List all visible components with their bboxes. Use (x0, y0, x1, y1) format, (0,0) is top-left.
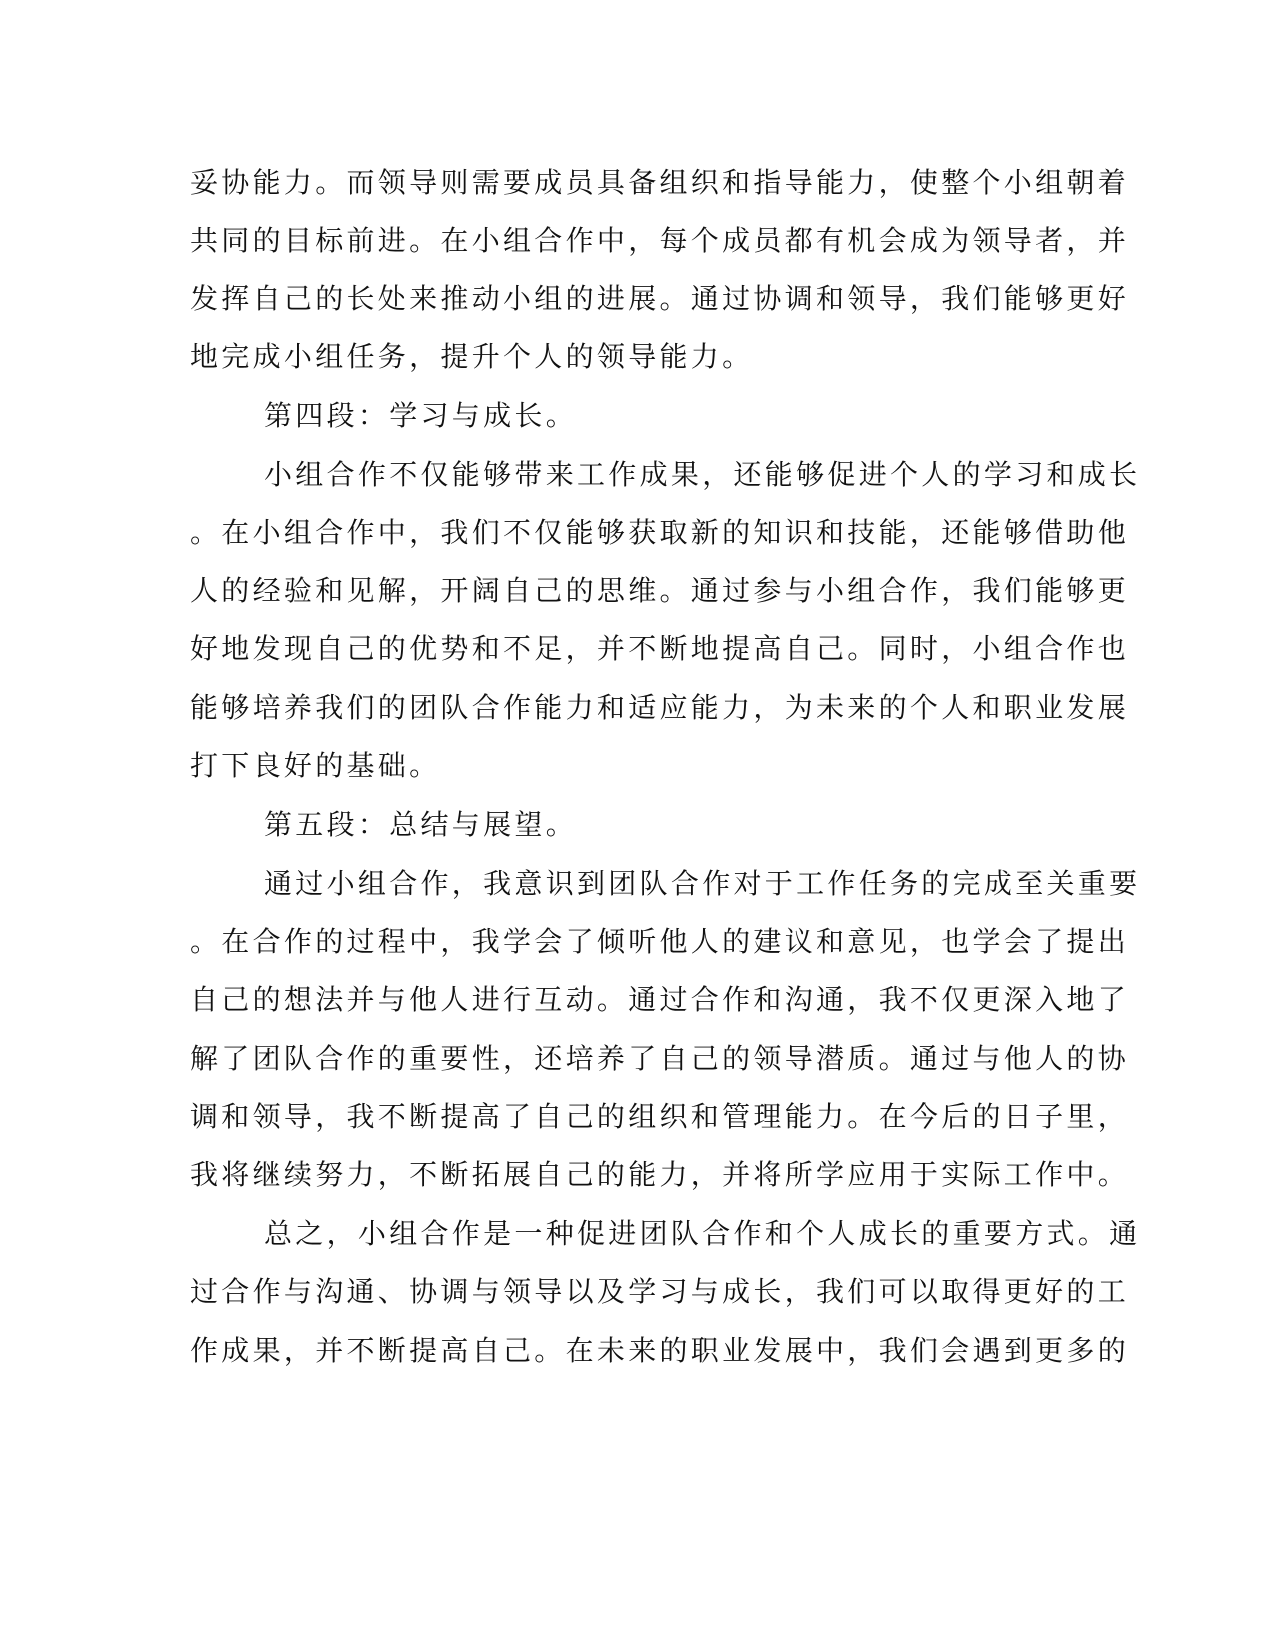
paragraph-line: 调和领导，我不断提高了自己的组织和管理能力。在今后的日子里， (190, 1100, 1130, 1133)
paragraph-line: 好地发现自己的优势和不足，并不断地提高自己。同时，小组合作也 (190, 632, 1130, 665)
paragraph-line: 能够培养我们的团队合作能力和适应能力，为未来的个人和职业发展 (190, 691, 1130, 724)
paragraph-line: 妥协能力。而领导则需要成员具备组织和指导能力，使整个小组朝着 (190, 166, 1130, 199)
paragraph-line: 地完成小组任务，提升个人的领导能力。 (190, 340, 754, 373)
paragraph-line: 共同的目标前进。在小组合作中，每个成员都有机会成为领导者，并 (190, 224, 1130, 257)
paragraph-line: 。在小组合作中，我们不仅能够获取新的知识和技能，还能够借助他 (190, 516, 1130, 549)
paragraph-line: 解了团队合作的重要性，还培养了自己的领导潜质。通过与他人的协 (190, 1042, 1130, 1075)
paragraph-line: 作成果，并不断提高自己。在未来的职业发展中，我们会遇到更多的 (190, 1334, 1130, 1367)
paragraph-line: 总之，小组合作是一种促进团队合作和个人成长的重要方式。通 (264, 1217, 1141, 1250)
paragraph-line: 打下良好的基础。 (190, 749, 441, 782)
paragraph-line: 。在合作的过程中，我学会了倾听他人的建议和意见，也学会了提出 (190, 925, 1130, 958)
paragraph-line: 发挥自己的长处来推动小组的进展。通过协调和领导，我们能够更好 (190, 282, 1130, 315)
paragraph-line: 通过小组合作，我意识到团队合作对于工作任务的完成至关重要 (264, 867, 1141, 900)
section-heading: 第四段：学习与成长。 (264, 399, 578, 432)
paragraph-line: 自己的想法并与他人进行互动。通过合作和沟通，我不仅更深入地了 (190, 983, 1130, 1016)
paragraph-line: 人的经验和见解，开阔自己的思维。通过参与小组合作，我们能够更 (190, 574, 1130, 607)
paragraph-line: 我将继续努力，不断拓展自己的能力，并将所学应用于实际工作中。 (190, 1158, 1130, 1191)
paragraph-line: 小组合作不仅能够带来工作成果，还能够促进个人的学习和成长 (264, 458, 1141, 491)
paragraph-line: 过合作与沟通、协调与领导以及学习与成长，我们可以取得更好的工 (190, 1275, 1130, 1308)
section-heading: 第五段：总结与展望。 (264, 808, 578, 841)
